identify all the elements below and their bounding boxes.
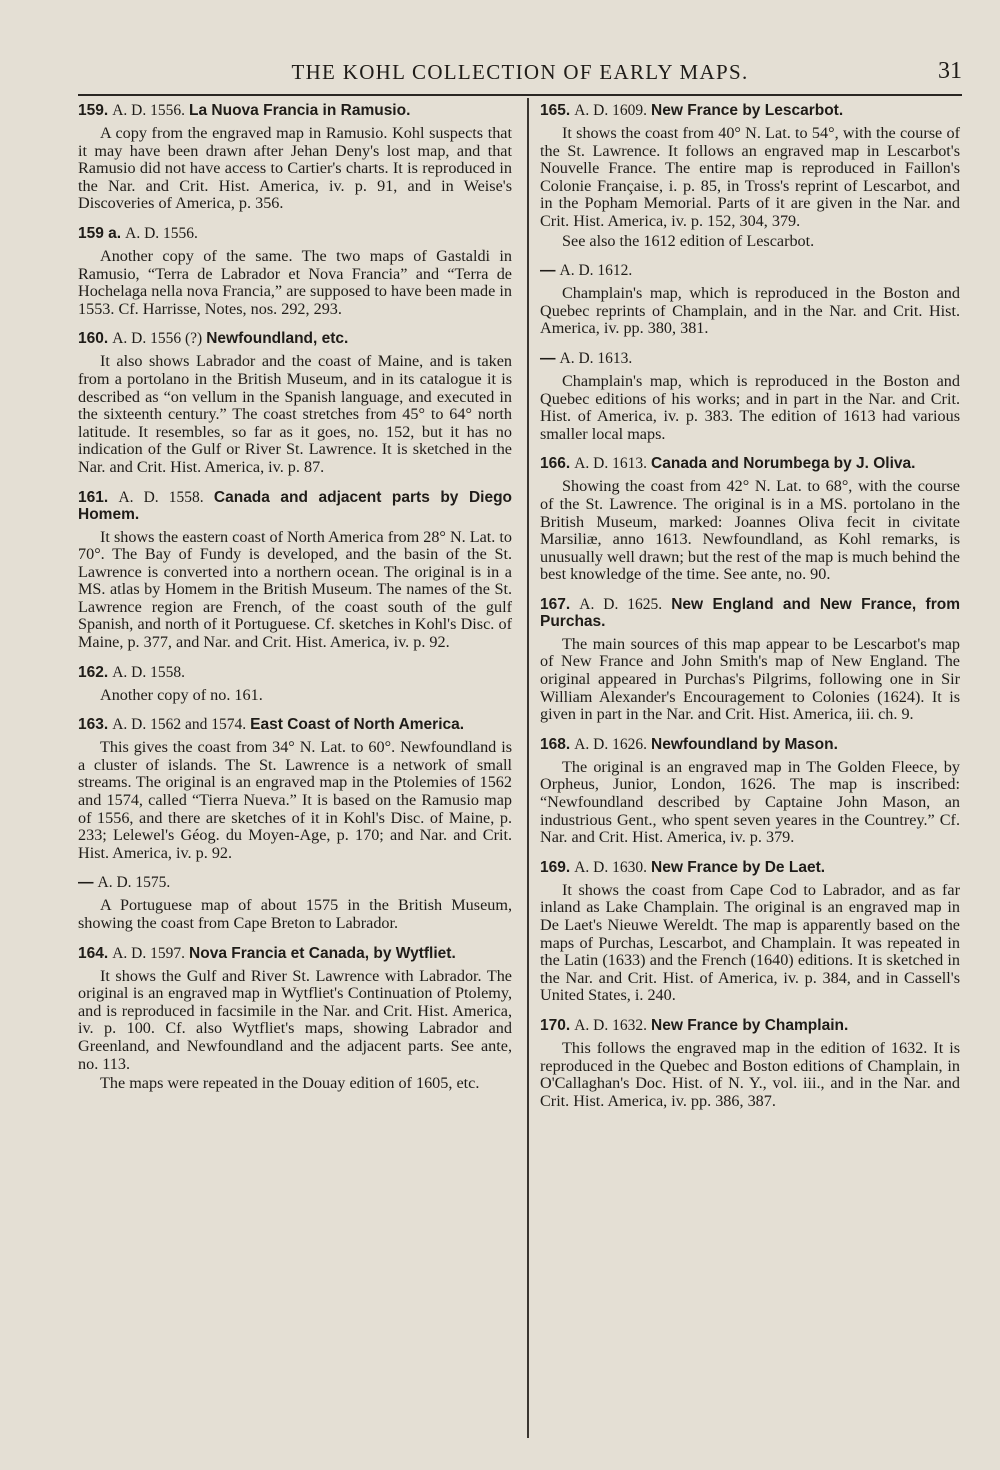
catalogue-entry (540, 596, 960, 724)
entry-description: Showing the coast from 42° N. Lat. to 68°, with the course of the St. Lawrence. The original is in a MS. portolano in the British Museum, marked: Joannes Oliva fecit in civitate Marsiliæ, anno 1613. Newfoundland, as Kohl remarks, is unusually well drawn; but the rest of the map is much behind the best knowledge of the time. See ante, no. 90. (540, 477, 960, 584)
entry-description: Another copy of no. 161. (100, 685, 263, 704)
entry-number: 167. (540, 595, 571, 613)
catalogue-entry (540, 102, 960, 250)
entry-number: 163. (78, 716, 109, 734)
entry-heading (540, 350, 960, 367)
catalogue-entry (78, 716, 512, 862)
entry-description: It shows the coast from 40° N. Lat. to 54°, with the course of the St. Lawrence. It follows an engraved map in Lescarbot's Nouvelle France. The entire map is reproduced in Faillon's Colonie Française, i. p. 85, in Tross's reprint of Lescarbot, and in the Popham Memorial. Parts of it are given in the Nar. and Crit. Hist. America, iv. p. 152, 304, 379. (540, 124, 960, 230)
entry-date: A. D. 1562 and 1574. (112, 716, 247, 734)
entry-number: 164. (78, 944, 109, 962)
entry-date: A. D. 1626. (574, 735, 647, 753)
entry-number: 165. (540, 102, 571, 119)
entry-title: New France by De Laet. (651, 858, 826, 876)
entry-description: Champlain's map, which is reproduced in the Boston and Quebec editions of his works; and in part in the Nar. and Crit. Hist. of America, iv. p. 383. The edition of 1613 had various smaller local maps. (540, 371, 960, 443)
entry-description: It also shows Labrador and the coast of Maine, and is taken from a portolano in the British Museum, and in its catalogue it is described as “on vellum in the Spanish language, and executed in the sixteenth century.” The coast stretches from 45° to 64° north latitude. It resembles, so far as it goes, no. 152, but it has no indication of the Gulf or River St. Lawrence. It is sketched in the Nar. and Crit. Hist. America, iv. p. 87. (78, 352, 512, 476)
entry-title: Canada and Norumbega by J. Oliva. (651, 455, 916, 473)
entry-title: Newfoundland, etc. (206, 330, 349, 348)
entry-description: A copy from the engraved map in Ramusio. Kohl suspects that it may have been drawn after Jehan Deny's lost map, and that Ramusio did not have access to Cartier's charts. It is reproduced in the Nar. and Crit. Hist. America, iv. p. 91, and in Weise's Discoveries of America, p. 356. (78, 124, 512, 213)
left-column (78, 102, 512, 1105)
entry-heading (540, 736, 960, 753)
entry-date: A. D. 1556. (125, 224, 198, 242)
page-number: 31 (938, 58, 962, 84)
entry-title: New England and New France, from Purchas. (540, 595, 960, 630)
entry-date: A. D. 1625. (579, 595, 663, 613)
entry-date: A. D. 1556 (?) (112, 330, 203, 348)
entry-date: A. D. 1575. (97, 874, 171, 892)
entry-description: See also the 1612 edition of Lescarbot. (562, 231, 815, 250)
entry-date: A. D. 1613. (559, 349, 633, 367)
entry-date: A. D. 1597. (112, 944, 185, 962)
catalogue-entry (540, 1017, 960, 1110)
entry-heading (78, 945, 512, 962)
entry-date: A. D. 1556. (112, 102, 185, 119)
entry-heading (540, 596, 960, 630)
entry-heading (78, 716, 512, 733)
entry-number: — (78, 874, 94, 892)
entry-date: A. D. 1612. (559, 262, 633, 280)
catalogue-entry (540, 262, 960, 338)
entry-description: This gives the coast from 34° N. Lat. to 60°. Newfoundland is a cluster of islands. The St. Lawrence is a network of small streams. The original is an engraved map in the Ptolemies of 1562 and 1574, called “Tierra Nueva.” It is based on the Ramusio map of 1556, and there are sketches of it in Kohl's Disc. of Maine, p. 233; Lelewel's Géog. du Moyen-Age, p. 170; and Nar. and Crit. Hist. America, iv. p. 92. (78, 738, 512, 862)
header-rule (78, 94, 962, 96)
entry-heading (78, 330, 512, 347)
entry-date: A. D. 1630. (574, 858, 647, 876)
entry-heading (78, 489, 512, 523)
catalogue-entry (78, 664, 512, 705)
entry-description: The maps were repeated in the Douay edition of 1605, etc. (100, 1074, 480, 1093)
entry-title: La Nuova Francia in Ramusio. (189, 102, 411, 119)
entry-number: 160. (78, 330, 109, 348)
entry-date: A. D. 1558. (112, 663, 185, 681)
entry-description: Champlain's map, which is reproduced in the Boston and Quebec reprints of Champlain, and in the Nar. and Crit. Hist. America, iv. pp. 380, 381. (540, 284, 960, 338)
entry-description: It shows the Gulf and River St. Lawrence with Labrador. The original is an engraved map in Wytfliet's Continuation of Ptolemy, and is reproduced in facsimile in the Nar. and Crit. Hist. America, iv. p. 100. Cf. also Wytfliet's maps, showing Labrador and Greenland, and Newfoundland and the adjacent parts. See ante, no. 113. (78, 966, 512, 1073)
entry-title: Newfoundland by Mason. (651, 735, 838, 753)
catalogue-entry (78, 489, 512, 652)
entry-description: It shows the eastern coast of North America from 28° N. Lat. to 70°. The Bay of Fundy is developed, and the basin of the St. Lawrence is converted into a northern ocean. The original is in a MS. atlas by Homem in the British Museum. The names of the St. Lawrence region are French, of the coast south of the gulf Spanish, and north of it Portuguese. Cf. sketches in Kohl's Disc. of Maine, p. 377, and Nar. and Crit. Hist. America, iv. p. 92. (78, 527, 512, 652)
catalogue-entry (540, 736, 960, 847)
entry-heading (78, 874, 512, 891)
entry-date: A. D. 1609. (574, 102, 647, 119)
entry-number: 161. (78, 488, 109, 506)
entry-description: The original is an engraved map in The Golden Fleece, by Orpheus, Junior, London, 1626. The map is inscribed: “Newfoundland described by Captaine John Mason, an industrious Gent., who spent seven yeares in the Countrey.” Cf. Nar. and Crit. Hist. America, iv. p. 379. (540, 757, 960, 847)
column-divider (527, 98, 529, 1438)
entry-date: A. D. 1632. (574, 1016, 647, 1034)
catalogue-entry (78, 945, 512, 1093)
entry-number: 162. (78, 663, 109, 681)
entry-title: New France by Champlain. (651, 1016, 849, 1034)
entry-description: The main sources of this map appear to be Lescarbot's map of New France and John Smith's map of New England. The original appeared in Purchas's Pilgrims, following one in Sir William Alexander's Encouragement to Colonies (1624). It is given in part in the Nar. and Crit. Hist. America, iii. ch. 9. (540, 634, 960, 724)
catalogue-entry (540, 350, 960, 443)
running-header (78, 52, 962, 92)
entry-heading (78, 664, 512, 681)
entry-number: — (540, 262, 556, 280)
entry-title: Nova Francia et Canada, by Wytfliet. (189, 944, 456, 962)
entry-heading (540, 102, 960, 119)
entry-heading (540, 1017, 960, 1034)
entry-description: It shows the coast from Cape Cod to Labrador, and as far inland as Lake Champlain. The original is an engraved map in De Laet's Nieuwe Wereldt. The map is apparently based on the maps of Purchas, Lescarbot, and Champlain. It was repeated in the Latin (1633) and the French (1640) editions. It is sketched in the Nar. and Crit. Hist. of America, iv. p. 384, and in Cassell's United States, i. 240. (540, 880, 960, 1005)
entry-number: 169. (540, 858, 571, 876)
catalogue-entry (540, 859, 960, 1005)
right-column (540, 102, 960, 1122)
catalogue-entry (78, 102, 512, 213)
entry-date: A. D. 1613. (574, 455, 647, 473)
entry-number: 170. (540, 1016, 571, 1034)
entry-description: Another copy of the same. The two maps of Gastaldi in Ramusio, “Terra de Labrador et Nova Francia” and “Terra de Hochelaga nella nova Francia,” are supposed to have been made in 1553. Cf. Harrisse, Notes, nos. 292, 293. (78, 246, 512, 318)
entry-heading (540, 859, 960, 876)
entry-number: — (540, 349, 556, 367)
entry-date: A. D. 1558. (118, 488, 204, 506)
entry-heading (540, 455, 960, 472)
entry-heading (78, 225, 512, 242)
entry-number: 159. (78, 102, 109, 119)
catalogue-entry (78, 225, 512, 318)
entry-number: 159 a. (78, 224, 122, 242)
entry-description: A Portuguese map of about 1575 in the British Museum, showing the coast from Cape Breton to Labrador. (78, 896, 512, 932)
entry-number: 166. (540, 455, 571, 473)
catalogue-entry (78, 330, 512, 476)
entry-title: New France by Lescarbot. (651, 102, 844, 119)
running-title: THE KOHL COLLECTION OF EARLY MAPS. (291, 60, 749, 84)
entry-number: 168. (540, 735, 571, 753)
entry-description: This follows the engraved map in the edition of 1632. It is reproduced in the Quebec and Boston editions of Champlain, in O'Callaghan's Doc. Hist. of N. Y., vol. iii., and in the Nar. and Crit. Hist. America, iv. pp. 386, 387. (540, 1038, 960, 1110)
entry-heading (78, 102, 512, 119)
catalogue-entry (540, 455, 960, 584)
entry-heading (540, 262, 960, 279)
catalogue-entry (78, 874, 512, 932)
entry-title: Canada and adjacent parts by Diego Homem. (78, 488, 513, 523)
entry-title: East Coast of North America. (250, 716, 465, 734)
